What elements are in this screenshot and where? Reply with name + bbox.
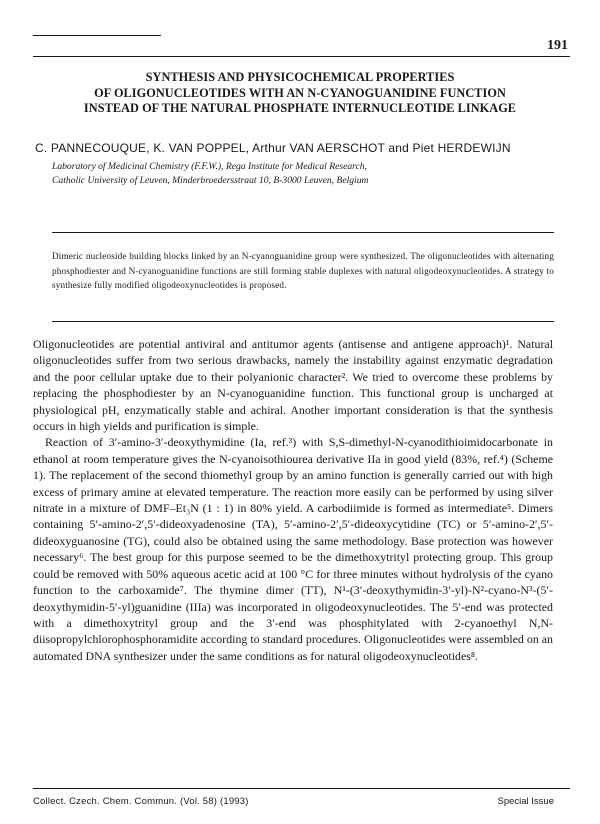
title-line-1: SYNTHESIS AND PHYSICOCHEMICAL PROPERTIES bbox=[145, 70, 455, 84]
header-rule-short bbox=[33, 35, 161, 36]
body-paragraph-1: Oligonucleotides are potential antiviral and antitumor agents (antisense and antigene approach)¹. Natural oligonucleotides suffer from two serious drawbacks, namely the instability against enzymatic degradation and the poor cellular uptake due to their polyanionic character². We tried to overcome these problems by replacing the phosphodiester by an N-cyanoguanidine function. This functional group is uncharged at physiological pH, enzymatically stable and achiral. Another important consideration is that the synthesis occurs in high yields and purification is simple. bbox=[33, 337, 553, 434]
abstract-rule-top bbox=[52, 232, 554, 233]
body-paragraph-2: Reaction of 3′-amino-3′-deoxythymidine (Ia, ref.³) with S,S-dimethyl-N-cyanodithioimidocarbonate in ethanol at room temperature gives the N-cyanoisothiourea derivative IIa in good yield (83%, ref.⁴) (Scheme 1). The replacement of the second thiomethyl group by an amino function is generally carried out with high excess of primary amine at elevated temperature. The reaction more easily can be performed by using silver nitrate in a mixture of DMF–Et₃N (1 : 1) in 80% yield. A carbodiimide is formed as intermediate⁵. Dimers containing 5′-amino-2′,5′-dideoxyadenosine (TA), 5′-amino-2′,5′-dideoxycytidine (TC) or 5′-amino-2′,5′-dideoxyguanosine (TG), could also be obtained using the same methodology. Base protection was however necessary⁶. The best group for this purpose seemed to be the dimethoxytrityl protecting group. This group could be removed with 50% aqueous acetic acid at 100 °C for three minutes without hydrolysis of the cyano function to the carboxamide⁷. The thymine dimer (TT), N¹-(3′-deoxythymidin-3′-yl)-N²-cyano-N³-(5′-deoxythymidin-5′-yl)guanidine (IIIa) was incorporated in oligodeoxynucleotides. The 5′-end was protected with a dimethoxytrityl group and the 3′-end was phosphitylated with 2-cyanoethyl N,N-diisopropylchlorophosphoramidite according to standard procedures. Oligonucleotides were assembled on an automated DNA synthesizer under the same conditions as for natural oligodeoxynucleotides⁸. bbox=[33, 435, 553, 663]
article-title bbox=[35, 70, 565, 117]
author-list: C. PANNECOUQUE, K. VAN POPPEL, Arthur VAN AERSCHOT and Piet HERDEWIJN bbox=[35, 141, 511, 155]
affiliation bbox=[52, 160, 368, 188]
header-rule-full bbox=[33, 56, 570, 57]
title-line-2: OF OLIGONUCLEOTIDES WITH AN N-CYANOGUANIDINE FUNCTION bbox=[94, 85, 506, 100]
journal-citation: Collect. Czech. Chem. Commun. (Vol. 58) (1993) bbox=[33, 796, 249, 807]
affiliation-line-2: Catholic University of Leuven, Minderbroedersstraat 10, B-3000 Leuven, Belgium bbox=[52, 175, 369, 186]
abstract: Dimeric nucleoside building blocks linked by an N-cyanoguanidine group were synthesized. The oligonucleotides with alternating phosphodiester and N-cyanoguanidine functions are still forming stable duplexes with natural oligodeoxynucleotides. A strategy to synthesize fully modified oligodeoxynucleotides is proposed. bbox=[52, 251, 554, 290]
page-number: 191 bbox=[547, 38, 568, 53]
title-line-3: INSTEAD OF THE NATURAL PHOSPHATE INTERNUCLEOTIDE LINKAGE bbox=[83, 101, 517, 115]
affiliation-line-1: Laboratory of Medicinal Chemistry (F.F.W.), Rega Institute for Medical Research, bbox=[52, 161, 367, 172]
issue-label: Special Issue bbox=[497, 796, 554, 807]
abstract-rule-bottom bbox=[52, 321, 554, 322]
footer-rule bbox=[33, 788, 570, 789]
article-body bbox=[33, 336, 553, 664]
